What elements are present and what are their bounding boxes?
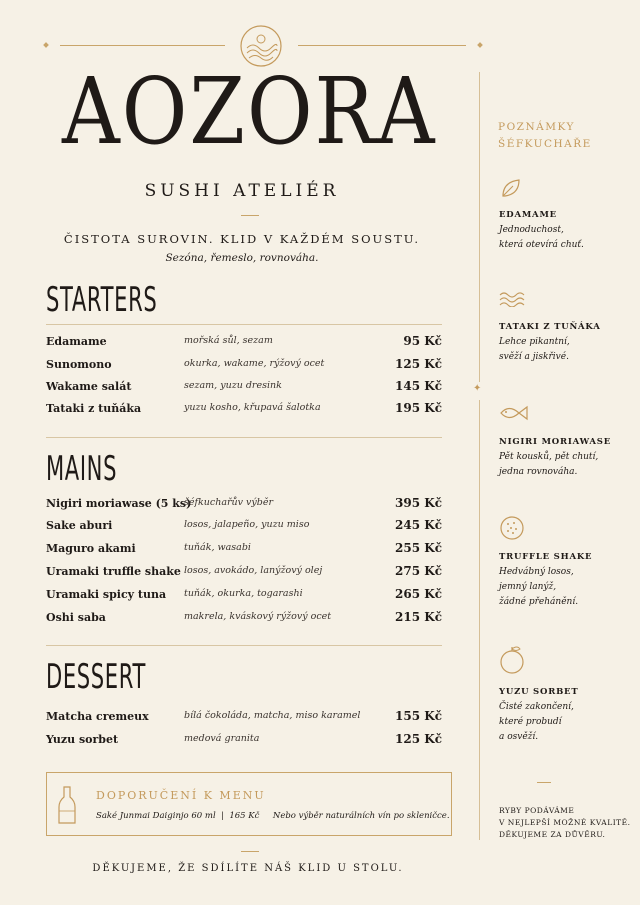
divider-ornament-icon: ✦ [473, 383, 482, 394]
menu-item [46, 710, 442, 732]
chef-note [499, 210, 619, 253]
item-price: 215 Kč [395, 610, 442, 624]
item-description: losos, avokádo, lanýžový olej [184, 565, 323, 576]
chef-notes-footer-line: DĚKUJEME ZA DŮVĚRU. [499, 830, 606, 839]
item-price: 155 Kč [395, 709, 442, 723]
item-name: Sake aburi [46, 519, 113, 532]
yuzu-icon [499, 645, 525, 675]
menu-item [46, 358, 442, 380]
sidebar-divider-bottom [479, 400, 480, 840]
wine-bottle-icon [57, 785, 77, 825]
chef-notes-footer-line: RYBY PODÁVÁME [499, 806, 575, 815]
item-description: yuzu kosho, křupavá šalotka [184, 402, 321, 413]
chef-note-text: Čisté zakončení, které probudí a osvěží. [499, 702, 574, 742]
chef-note-text: Hedvábný losos, jemný lanýž, žádné přehánění. [499, 567, 579, 607]
chef-notes-title [498, 119, 592, 153]
chef-notes-footer [499, 805, 631, 841]
chef-note-title: NIGIRI MORIAWASE [499, 437, 612, 447]
sidebar-divider-top [479, 72, 480, 382]
item-price: 145 Kč [395, 379, 442, 393]
recommendation-text: Saké Junmai Daiginjo 60 ml | 165 Kč Nebo výběr naturálních vín po skleničce. [96, 811, 450, 821]
item-name: Uramaki truffle shake [46, 565, 181, 578]
menu-item [46, 497, 442, 519]
chef-note-title: EDAMAME [499, 210, 557, 220]
fish-icon [499, 403, 529, 423]
sidebar-accent-rule [537, 782, 551, 783]
item-description: okurka, wakame, rýžový ocet [184, 358, 325, 369]
item-price: 195 Kč [395, 401, 442, 415]
chef-notes-title-line2: ŠÉFKUCHAŘE [498, 138, 592, 150]
item-description: tuňák, okurka, togarashi [184, 588, 303, 599]
chef-note [499, 322, 619, 365]
leaf-icon [499, 176, 523, 200]
menu-item [46, 542, 442, 564]
chef-note [499, 552, 619, 610]
chef-note-title: YUZU SORBET [499, 687, 579, 697]
section-title-mains: MAINS [46, 449, 118, 489]
item-name: Matcha cremeux [46, 710, 149, 723]
item-description: bílá čokoláda, matcha, miso karamel [184, 710, 361, 721]
chef-note-text: Pět kousků, pět chutí, jedna rovnováha. [499, 452, 599, 477]
item-name: Uramaki spicy tuna [46, 588, 167, 601]
header-rule-left [60, 45, 225, 46]
menu-item [46, 565, 442, 587]
item-description: losos, jalapeño, yuzu miso [184, 519, 310, 530]
header-rule-right [298, 45, 466, 46]
menu-item [46, 733, 442, 755]
item-description: tuňák, wasabi [184, 542, 251, 553]
section-rule [46, 437, 442, 438]
tagline-main: ČISTOTA SUROVIN. KLID V KAŽDÉM SOUSTU. [63, 232, 421, 246]
item-description: mořská sůl, sezam [184, 335, 273, 346]
menu-item [46, 380, 442, 402]
chef-note-title: TRUFFLE SHAKE [499, 552, 593, 562]
section-rule [46, 645, 442, 646]
brand-subtitle: SUSHI ATELIÉR [144, 181, 340, 201]
item-description: medová granita [184, 733, 260, 744]
header-dot-right [477, 42, 483, 48]
chef-note-text: Jednoduchost, která otevírá chuť. [499, 225, 584, 250]
menu-item [46, 402, 442, 424]
chef-note-title: TATAKI Z TUŇÁKA [499, 322, 601, 332]
menu-item [46, 519, 442, 541]
chef-notes-title-line1: POZNÁMKY [498, 121, 575, 133]
chef-note [499, 687, 619, 745]
recommendation-title: DOPORUČENÍ K MENU [96, 789, 266, 802]
truffle-icon [499, 515, 525, 541]
chef-note [499, 437, 619, 480]
item-name: Edamame [46, 335, 107, 348]
header-dot-left [43, 42, 49, 48]
item-name: Maguro akami [46, 542, 136, 555]
footer-accent-rule [241, 851, 259, 852]
item-description: sezam, yuzu dresink [184, 380, 282, 391]
brand-title: AOZORA [62, 57, 437, 165]
item-price: 395 Kč [395, 496, 442, 510]
section-title-starters: STARTERS [46, 280, 158, 320]
item-name: Oshi saba [46, 611, 106, 624]
item-description: makrela, kváskový rýžový ocet [184, 611, 332, 622]
item-name: Yuzu sorbet [46, 733, 119, 746]
item-name: Wakame salát [46, 380, 132, 393]
item-price: 125 Kč [395, 732, 442, 746]
item-name: Nigiri moriawase (5 ks) [46, 497, 192, 510]
item-price: 245 Kč [395, 518, 442, 532]
section-rule [46, 324, 442, 325]
subtitle-accent-rule [241, 215, 259, 216]
item-price: 255 Kč [395, 541, 442, 555]
menu-item [46, 611, 442, 633]
item-price: 265 Kč [395, 587, 442, 601]
chef-notes-footer-line: V NEJLEPŠÍ MOŽNÉ KVALITĚ. [499, 818, 631, 827]
waves-icon [499, 291, 527, 307]
section-title-dessert: DESSERT [46, 657, 146, 697]
tagline-sub: Sezóna, řemeslo, rovnováha. [165, 252, 319, 264]
thank-you-text: DĚKUJEME, ŽE SDÍLÍTE NÁŠ KLID U STOLU. [92, 863, 404, 874]
item-price: 95 Kč [403, 334, 442, 348]
item-price: 125 Kč [395, 357, 442, 371]
item-name: Tataki z tuňáka [46, 402, 142, 415]
item-name: Sunomono [46, 358, 112, 371]
item-price: 275 Kč [395, 564, 442, 578]
menu-item [46, 588, 442, 610]
chef-note-text: Lehce pikantní, svěží a jiskřivé. [499, 337, 570, 362]
item-description: šéfkuchařův výběr [184, 497, 274, 508]
recommendation-box [46, 772, 452, 836]
menu-item [46, 335, 442, 357]
